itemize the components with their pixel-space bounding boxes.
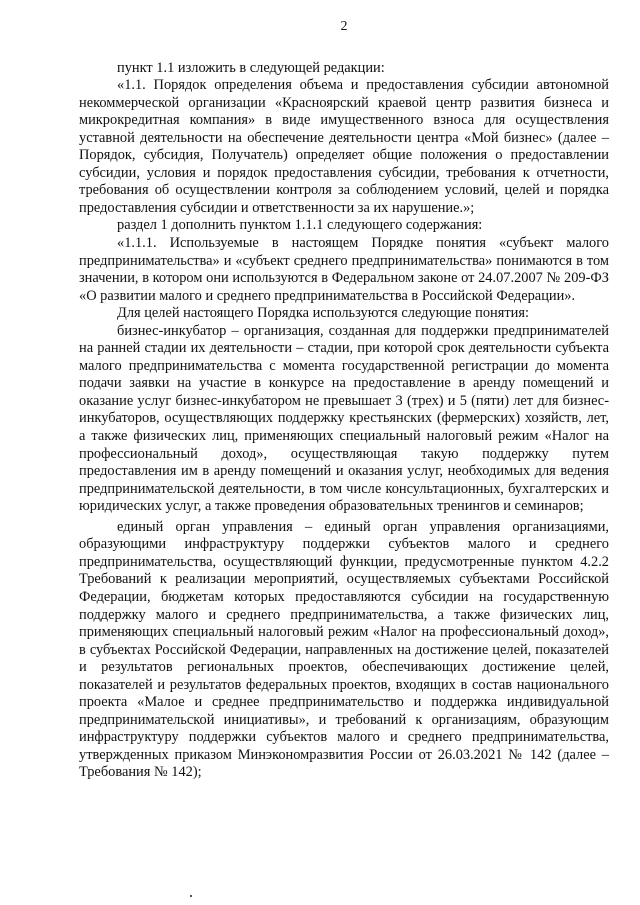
document-page	[79, 18, 609, 782]
paragraph-definition-unified-body: единый орган управления – единый орган управления организациями, образующими инфраструктуру поддержки субъектов малого и среднего предпринимательства, осуществляющий функции, предусмотренные пунктом 4.2.2 Требований к реализации мероприятий, осуществляемых субъектами Российской Федерации, бюджетам которых предоставляются субсидии на государственную поддержку малого и среднего предпринимательства, а также физических лиц, применяющих специальный налоговый режим «Налог на профессиональный доход», в субъектах Российской Федерации, направленных на достижение целей, показателей и результатов региональных проектов, обеспечивающих достижение целей, показателей и результатов федеральных проектов, входящих в состав национального проекта «Малое и среднее предпринимательство и поддержка индивидуальной предпринимательской инициативы», и требований к организациям, образующим инфраструктуру поддержки субъектов малого и среднего предпринимательства, утвержденных приказом Минэкономразвития России от 26.03.2021 № 142 (далее – Требования № 142);	[79, 518, 609, 781]
scan-speck	[190, 895, 192, 897]
paragraph-clause-1-1-1: «1.1.1. Используемые в настоящем Порядке понятия «субъект малого предпринимательства» и «субъект среднего предпринимательства» понимаются в том значении, в котором они используются в Федеральном законе от 24.07.2007 № 209-ФЗ «О развитии малого и среднего предпринимательства в Российской Федерации».	[79, 235, 609, 304]
paragraph-clause-1-1: «1.1. Порядок определения объема и предоставления субсидии автономной некоммерческой организации «Красноярский краевой центр развития бизнеса и микрокредитная компания» в виде имущественного взноса для осуществления уставной деятельности на обеспечение деятельности центра «Мой бизнес» (далее – Порядок, субсидия, Получатель) определяет общие положения о предоставлении субсидии, условия и порядок предоставления субсидии, требования к отчетности, требования об осуществлении контроля за соблюдением условий, целей и порядка предоставления субсидии и ответственности за их нарушение.»;	[79, 77, 609, 216]
paragraph-add-clause-1-1-1: раздел 1 дополнить пунктом 1.1.1 следующего содержания:	[117, 217, 483, 234]
page-number: 2	[340, 19, 348, 34]
paragraph-amend-clause-1-1: пункт 1.1 изложить в следующей редакции:	[117, 59, 385, 76]
paragraph-definitions-intro: Для целей настоящего Порядка используются следующие понятия:	[117, 305, 529, 322]
paragraph-definition-business-incubator: бизнес-инкубатор – организация, созданная для поддержки предпринимателей на ранней стадии их деятельности – стадии, при которой срок деятельности субъекта малого предпринимательства с момента государственной регистрации до момента подачи заявки на участие в конкурсе на предоставление в аренду помещений и оказание услуг бизнес-инкубатором не превышает 3 (трех) и 5 (пяти) лет для бизнес-инкубаторов, осуществляющих поддержку крестьянских (фермерских) хозяйств, лет, а также физических лиц, применяющих специальный налоговый режим «Налог на профессиональный доход», осуществляющая такую поддержку путем предоставления им в аренду помещений и оказания услуг, необходимых для ведения предпринимательской деятельности, в том числе консультационных, бухгалтерских и юридических услуг, а также проведения образовательных тренингов и семинаров;	[79, 322, 609, 515]
